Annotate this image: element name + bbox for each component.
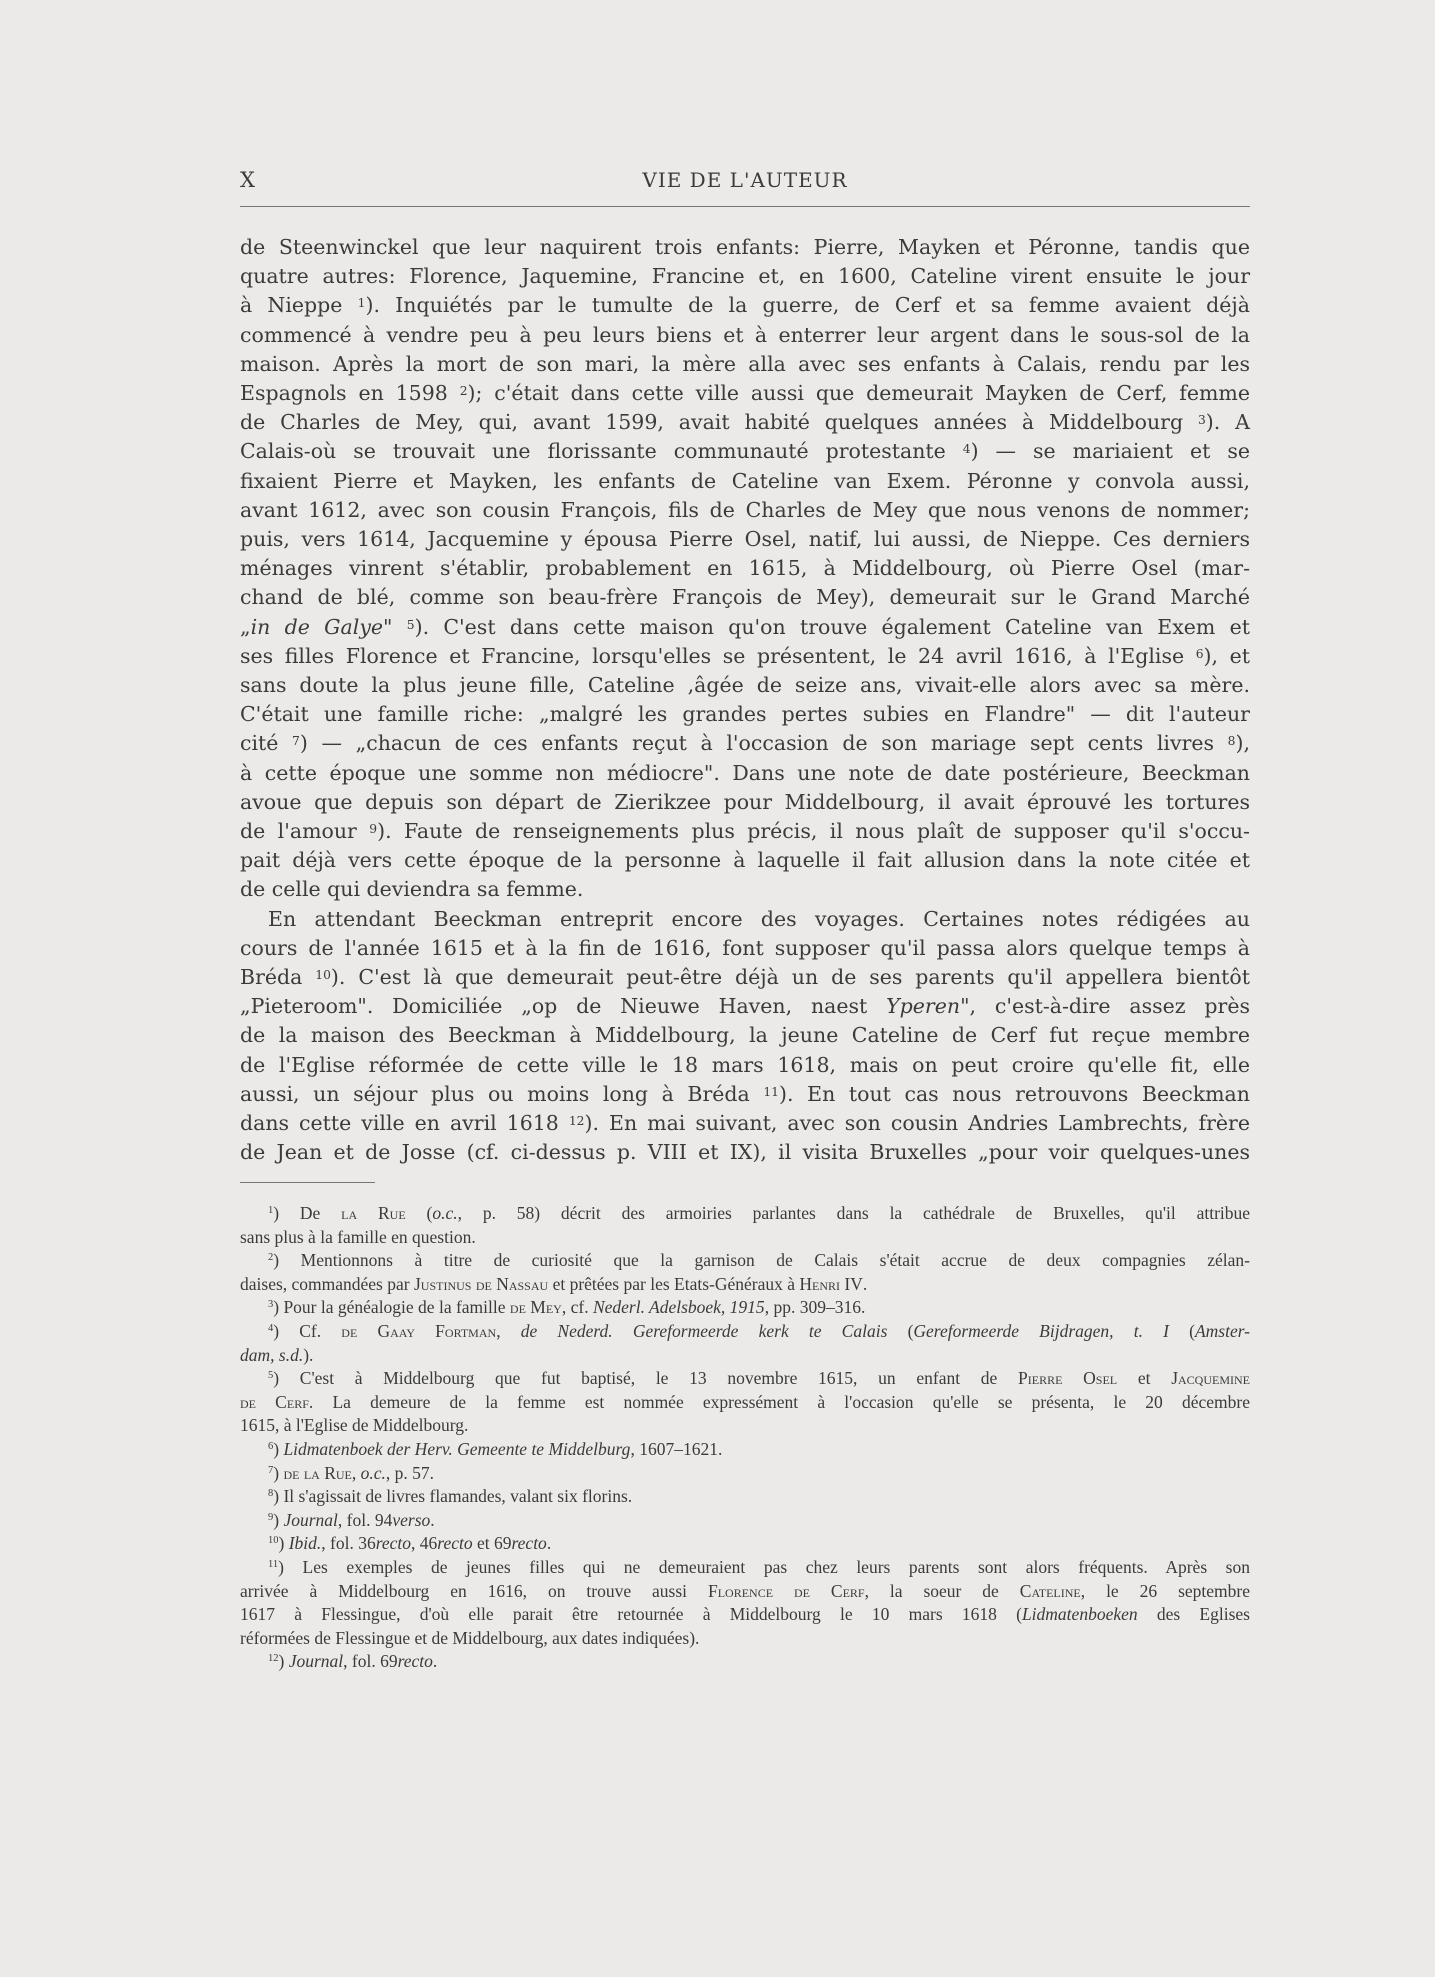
text-run: „ [240, 614, 251, 639]
text-run: ) [273, 1509, 284, 1530]
text-run: Calais-où se trouvait une florissante communauté protestante [240, 439, 963, 464]
italic-run: recto [511, 1533, 547, 1554]
small-caps-run: de Cerf [240, 1391, 309, 1412]
italic-run: Lidmatenboeken [1021, 1604, 1138, 1625]
body-line [240, 1051, 1250, 1080]
body-line [240, 262, 1250, 291]
body-line [240, 1080, 1250, 1109]
text-run: ) [278, 1651, 289, 1672]
footnote-ref: 12 [568, 1114, 585, 1128]
text-run: En attendant Beeckman entreprit encore des voyages. Certaines notes rédigées au [268, 906, 1250, 931]
footnote-line [240, 1272, 1250, 1296]
body-line [240, 321, 1250, 350]
text-run: quatre autres: Florence, Jaquemine, Francine et, en 1600, Cateline virent ensuite le jour [240, 264, 1250, 289]
text-run: ) Il s'agissait de livres flamandes, valant six florins. [273, 1486, 633, 1507]
italic-run: recto [375, 1533, 412, 1554]
text-run: de la maison des Beeckman à Middelbourg, la jeune Cateline de Cerf fut reçue membre [240, 1023, 1250, 1048]
text-run: , p. 57. [385, 1462, 435, 1483]
footnote-line [240, 1508, 1250, 1532]
footnote-ref: 6 [268, 1441, 274, 1452]
text-run: de celle qui deviendra sa femme. [240, 877, 584, 902]
footnote-ref: 12 [268, 1653, 279, 1665]
text-run: , fol. 94 [337, 1509, 393, 1530]
footnote-line [240, 1319, 1250, 1343]
footnote-line [240, 1248, 1250, 1272]
italic-run: recto [397, 1651, 433, 1672]
running-header-title: VIE DE L'AUTEUR [642, 168, 848, 192]
footnote-ref: 4 [268, 1323, 274, 1334]
italic-run: in de Galye [250, 614, 384, 639]
footnote-ref: 8 [268, 1488, 274, 1500]
text-run: de l'Eglise réformée de cette ville le 18 mars 1618, mais on peut croire qu'elle fit, elle [240, 1052, 1250, 1077]
text-run: commencé à vendre peu à peu leurs biens et à enterrer leur argent dans le sous-sol de la [240, 322, 1250, 347]
text-run: ). [303, 1344, 314, 1365]
text-run: ). En mai suivant, avec son cousin Andries Lambrechts, frère [584, 1111, 1250, 1135]
text-run: „Pieteroom". Domiciliée „op de Nieuwe Haven, naest [240, 994, 887, 1019]
footnote-line [240, 1390, 1250, 1414]
text-run: ). Faute de renseignements plus précis, il nous plaît de supposer qu'il s'occu- [377, 819, 1250, 843]
italic-run: verso [392, 1509, 431, 1530]
text-run: , fol. 69 [343, 1651, 398, 1672]
body-line [240, 788, 1250, 817]
text-run: , 1607–1621. [630, 1439, 723, 1459]
footnote-ref: 7 [292, 734, 300, 749]
small-caps-run: Cateline [1019, 1580, 1081, 1601]
text-run: de Steenwinckel que leur naquirent trois enfants: Pierre, Mayken et Péronne, tandis que [240, 235, 1250, 259]
footnote-ref: 6 [1195, 646, 1204, 661]
italic-run: recto [437, 1533, 473, 1554]
text-run: C'était une famille riche: „malgré les grandes pertes subies en Flandre" — dit l'auteur [240, 702, 1250, 727]
body-line [240, 729, 1250, 758]
text-run: à Nieppe [240, 293, 358, 318]
footnote-ref: 1 [357, 296, 366, 311]
page-number: X [240, 168, 256, 192]
text-run: cité [240, 731, 293, 756]
body-line [240, 905, 1250, 934]
body-line [240, 350, 1250, 379]
body-line [240, 671, 1250, 700]
body-line [240, 846, 1250, 875]
body-line [240, 583, 1250, 612]
text-run: ). C'est là que demeurait peut-être déjà un de ses parents qu'il appellera bientôt [330, 965, 1250, 989]
italic-run: Yperen [886, 994, 961, 1019]
text-run: et 69 [472, 1533, 512, 1554]
header-rule [240, 206, 1250, 207]
body-line [240, 934, 1250, 963]
footnote-line [240, 1225, 1250, 1249]
footnote-ref: 4 [962, 442, 971, 457]
body-line [240, 613, 1250, 642]
text-run: , le 26 septembre [1080, 1580, 1250, 1601]
small-caps-run: Jacquemine [1171, 1368, 1250, 1389]
text-run: . [432, 1651, 438, 1672]
text-run: ). Inquiétés par le tumulte de la guerre, de Cerf et sa femme avaient déjà [365, 293, 1250, 318]
footnote-ref: 11 [268, 1559, 279, 1570]
text-run: ( [1168, 1321, 1195, 1341]
body-line [240, 233, 1250, 262]
footnote-line [240, 1413, 1250, 1437]
footnote-line [240, 1295, 1250, 1319]
text-run: des Eglises [1137, 1604, 1250, 1625]
italic-run: Amster- [1194, 1321, 1251, 1341]
text-run: dans cette ville en avril 1618 [240, 1111, 569, 1135]
body-line [240, 1138, 1250, 1167]
text-run: fixaient Pierre et Mayken, les enfants de Cateline van Exem. Péronne y convola aussi, [240, 468, 1250, 493]
body-line [240, 437, 1250, 466]
footnote-ref: 10 [315, 968, 331, 982]
text-run: ) — se mariaient et se [970, 439, 1251, 464]
footnote-ref: 5 [406, 617, 415, 632]
text-run: ) [278, 1533, 289, 1554]
text-run: chand de blé, comme son beau-frère François de Mey), demeurait sur le Grand Marché [240, 585, 1250, 610]
text-run: , 46 [411, 1533, 438, 1554]
text-run: , pp. 309–316. [764, 1297, 866, 1318]
italic-run: de Nederd. Gereformeerde kerk te Calais [520, 1321, 888, 1341]
text-run: " [383, 614, 407, 639]
footnote-ref: 2 [268, 1252, 274, 1264]
text-run: ) [273, 1439, 284, 1459]
body-line [240, 759, 1250, 788]
footnote-ref: 3 [1197, 413, 1206, 428]
text-run: , cf. [561, 1297, 593, 1318]
text-run: puis, vers 1614, Jacquemine y épousa Pierre Osel, natif, lui aussi, de Nieppe. Ces derniers [240, 527, 1250, 551]
text-run: , [496, 1321, 521, 1341]
footnote-ref: 3 [268, 1299, 274, 1311]
text-run: à cette époque une somme non médiocre". Dans une note de date postérieure, Beeckman [240, 760, 1250, 785]
footnote-line [240, 1437, 1250, 1461]
footnote-ref: 2 [459, 384, 468, 398]
text-run: ) Les exemples de jeunes filles qui ne demeuraient pas chez leurs parents sont alors fréquents. Après son [278, 1557, 1250, 1577]
body-line [240, 817, 1250, 846]
body-line [240, 408, 1250, 437]
text-run: ). A [1205, 410, 1250, 435]
text-run: ) [273, 1462, 284, 1483]
footnote-ref: 11 [763, 1084, 780, 1099]
body-line [240, 554, 1250, 583]
body-line [240, 642, 1250, 671]
footnote-line [240, 1579, 1250, 1603]
text-run: ( [405, 1203, 433, 1223]
body-line [240, 963, 1250, 992]
footnote-ref: 9 [369, 822, 378, 836]
text-run: réformées de Flessingue et de Middelbourg, aux dates indiquées). [240, 1627, 700, 1648]
text-run: ), et [1203, 643, 1250, 668]
text-run: . [546, 1533, 552, 1554]
body-line [240, 467, 1250, 496]
small-caps-run: de Gaay Fortman [341, 1321, 497, 1341]
text-run: pait déjà vers cette époque de la personne à laquelle il fait allusion dans la note citée et [240, 848, 1250, 873]
italic-run: Gereformeerde Bijdragen, t. I [913, 1321, 1169, 1341]
footnote-line [240, 1461, 1250, 1485]
text-run: sans plus à la famille en question. [240, 1226, 476, 1247]
footnote-line [240, 1366, 1250, 1390]
body-line [240, 525, 1250, 554]
footnote-ref: 9 [268, 1511, 274, 1523]
body-line [240, 496, 1250, 525]
small-caps-run: Justinus de Nassau [413, 1273, 549, 1294]
text-run: de l'amour [240, 819, 370, 843]
text-run: daises, commandées par [240, 1273, 414, 1294]
italic-run: dam, s.d. [240, 1344, 304, 1365]
italic-run: o.c. [360, 1462, 386, 1483]
text-run: , la soeur de [864, 1580, 1020, 1601]
small-caps-run: de la Rue [283, 1462, 352, 1483]
text-run: ménages vinrent s'établir, probablement en 1615, à Middelbourg, où Pierre Osel (mar- [240, 556, 1250, 581]
text-run: ( [887, 1321, 914, 1341]
body-line [240, 291, 1250, 320]
text-run: sans doute la plus jeune fille, Cateline ,âgée de seize ans, vivait-elle alors avec sa mère. [240, 673, 1250, 697]
text-run: ). C'est dans cette maison qu'on trouve également Cateline van Exem et [414, 614, 1250, 639]
text-run: ses filles Florence et Francine, lorsqu'elles se présentent, le 24 avril 1616, à l'Eglise [240, 643, 1196, 668]
footnote-line [240, 1343, 1250, 1367]
text-run: ) — „chacun de ces enfants reçut à l'occasion de son mariage sept cents livres [299, 731, 1228, 756]
body-line [240, 700, 1250, 729]
italic-run: Ibid. [288, 1533, 322, 1554]
text-run: ), [1235, 731, 1250, 756]
text-run: ) Cf. [273, 1321, 342, 1341]
small-caps-run: de Mey [509, 1297, 562, 1318]
italic-run: o.c. [432, 1203, 458, 1223]
text-run: . [862, 1273, 868, 1294]
italic-run: Journal [288, 1651, 344, 1672]
text-run: ) Pour la généalogie de la famille [273, 1297, 510, 1318]
text-run: . [430, 1509, 435, 1530]
text-run: arrivée à Middelbourg en 1616, on trouve aussi [240, 1580, 708, 1601]
text-run: Espagnols en 1598 [240, 381, 460, 405]
text-run: cours de l'année 1615 et à la fin de 1616, font supposer qu'il passa alors quelque temps à [240, 935, 1250, 960]
footnote-line [240, 1649, 1250, 1673]
text-run: ) Mentionnons à titre de curiosité que la garnison de Calais s'était accrue de deux compagnies zélan- [273, 1250, 1250, 1271]
text-run: ", c'est-à-dire assez près [960, 994, 1250, 1019]
small-caps-run: Florence de Cerf [707, 1580, 865, 1601]
footnote-ref: 8 [1227, 734, 1236, 749]
small-caps-run: Pierre Osel [1018, 1368, 1118, 1389]
footnote-ref: 7 [268, 1464, 274, 1476]
text-run: ); c'était dans cette ville aussi que demeurait Mayken de Cerf, femme [467, 381, 1250, 405]
footnote-line [240, 1555, 1250, 1579]
footnote-line [240, 1201, 1250, 1225]
text-run: Bréda [240, 965, 316, 989]
footnote-line [240, 1602, 1250, 1626]
body-line [240, 992, 1250, 1021]
text-run: . La demeure de la femme est nommée expressément à l'occasion qu'elle se présenta, le 20 décembre [308, 1391, 1250, 1412]
text-run: avoue que depuis son départ de Zierikzee pour Middelbourg, il avait éprouvé les tortures [240, 789, 1250, 814]
body-line [240, 379, 1250, 408]
text-run: avant 1612, avec son cousin François, fils de Charles de Mey que nous venons de nommer; [240, 497, 1250, 522]
footnote-ref: 1 [268, 1205, 274, 1216]
text-run: et [1117, 1368, 1172, 1389]
text-run: , [351, 1462, 361, 1483]
text-run: de Charles de Mey, qui, avant 1599, avait habité quelques années à Middelbourg [240, 410, 1198, 435]
text-run: aussi, un séjour plus ou moins long à Bréda [240, 1081, 764, 1106]
text-run: 1615, à l'Eglise de Middelbourg. [240, 1415, 469, 1436]
text-run: 1617 à Flessingue, d'où elle parait être retournée à Middelbourg le 10 mars 1618 ( [240, 1604, 1022, 1625]
text-run: ) C'est à Middelbourg que fut baptisé, le 13 novembre 1615, un enfant de [273, 1368, 1019, 1389]
footnote-ref: 10 [268, 1535, 279, 1547]
italic-run: Nederl. Adelsboek, 1915 [592, 1297, 765, 1318]
text-run: ) De [273, 1203, 342, 1223]
italic-run: Lidmatenboek der Herv. Gemeente te Middelburg [283, 1439, 631, 1459]
footnote-line [240, 1626, 1250, 1650]
text-run: de Jean et de Josse (cf. ci-dessus p. VIII et IX), il visita Bruxelles „pour voir quelques-unes [240, 1140, 1250, 1165]
italic-run: Journal [283, 1509, 338, 1530]
body-line [240, 1109, 1250, 1138]
text-run: et prêtées par les Etats-Généraux à [548, 1273, 800, 1294]
small-caps-run: Henri IV [799, 1273, 863, 1294]
text-run: , p. 58) décrit des armoiries parlantes dans la cathédrale de Bruxelles, qu'il attribue [457, 1203, 1251, 1223]
footnote-ref: 5 [268, 1370, 274, 1382]
body-line [240, 1021, 1250, 1050]
body-line [240, 875, 1250, 904]
text-run: , fol. 36 [321, 1533, 376, 1554]
text-run: ). En tout cas nous retrouvons Beeckman [779, 1081, 1250, 1106]
footnote-line [240, 1484, 1250, 1508]
footnote-line [240, 1531, 1250, 1555]
small-caps-run: la Rue [341, 1203, 406, 1223]
footnote-separator [240, 1182, 375, 1183]
text-run: maison. Après la mort de son mari, la mère alla avec ses enfants à Calais, rendu par les [240, 351, 1250, 376]
